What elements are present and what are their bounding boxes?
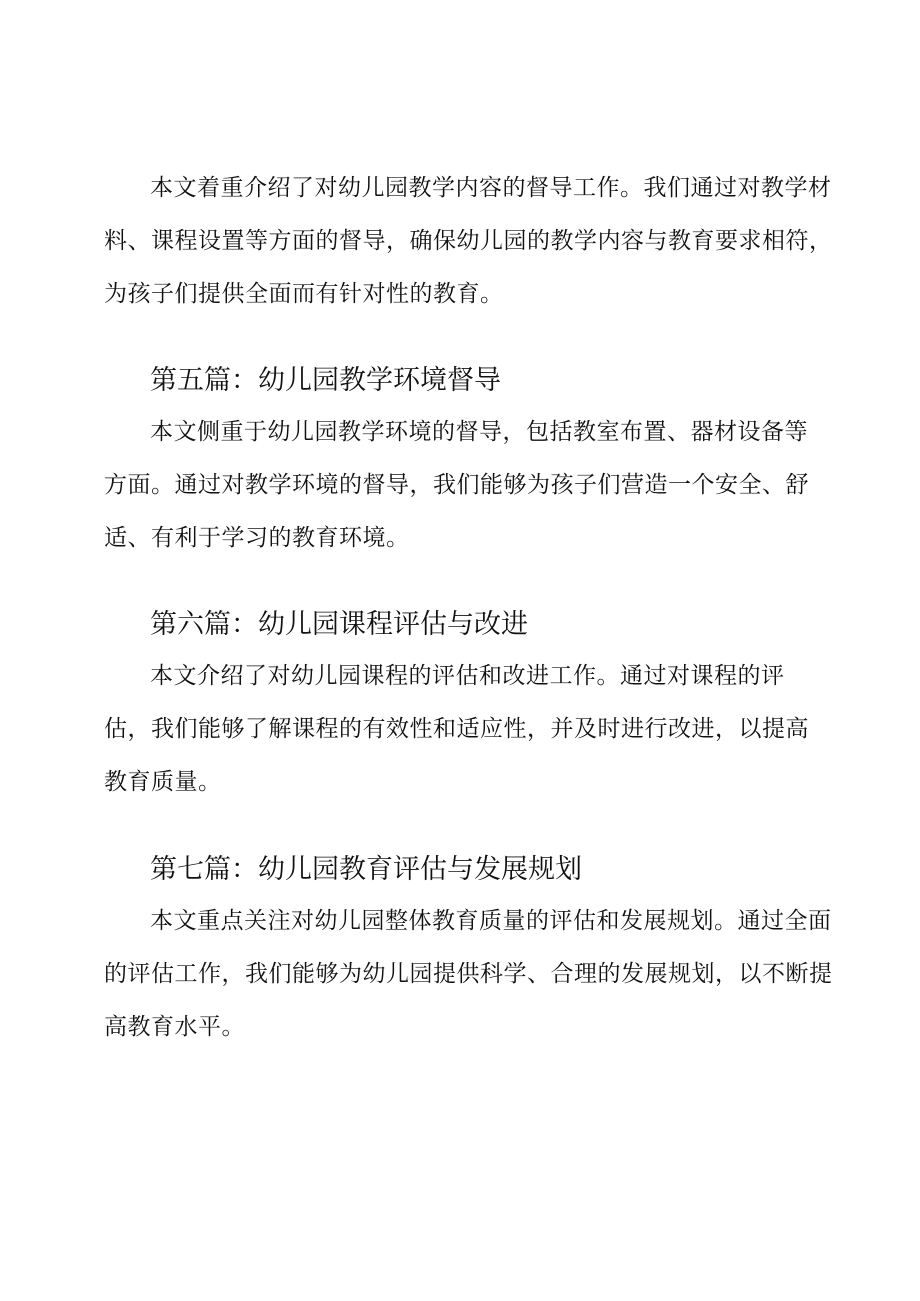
paragraph-line: 估，我们能够了解课程的有效性和适应性，并及时进行改进，以提高 [104,716,809,742]
section-title-7: 第七篇：幼儿园教育评估与发展规划 [150,854,582,885]
section-6-paragraph [104,650,809,809]
paragraph-line: 本文重点关注对幼儿园整体教育质量的评估和发展规划。通过全面 [150,908,832,934]
section-5-paragraph [104,406,809,565]
paragraph-line: 本文介绍了对幼儿园课程的评估和改进工作。通过对课程的评 [150,663,785,689]
section-title-6: 第六篇：幼儿园课程评估与改进 [150,609,528,640]
paragraph-line: 的评估工作，我们能够为幼儿园提供科学、合理的发展规划，以不断提 [104,961,833,987]
paragraph-line: 教育质量。 [104,769,222,795]
intro-paragraph [104,162,833,321]
paragraph-line: 本文着重介绍了对幼儿园教学内容的督导工作。我们通过对教学材 [150,175,832,201]
paragraph-line: 为孩子们提供全面而有针对性的教育。 [104,281,504,307]
paragraph-line: 料、课程设置等方面的督导，确保幼儿园的教学内容与教育要求相符， [104,228,833,254]
section-title-5: 第五篇：幼儿园教学环境督导 [150,365,501,396]
paragraph-line: 方面。通过对教学环境的督导，我们能够为孩子们营造一个安全、舒 [104,472,809,498]
paragraph-line: 适、有利于学习的教育环境。 [104,525,410,551]
section-7-paragraph [104,895,833,1054]
paragraph-line: 高教育水平。 [104,1014,245,1040]
paragraph-line: 本文侧重于幼儿园教学环境的督导，包括教室布置、器材设备等 [150,419,808,445]
